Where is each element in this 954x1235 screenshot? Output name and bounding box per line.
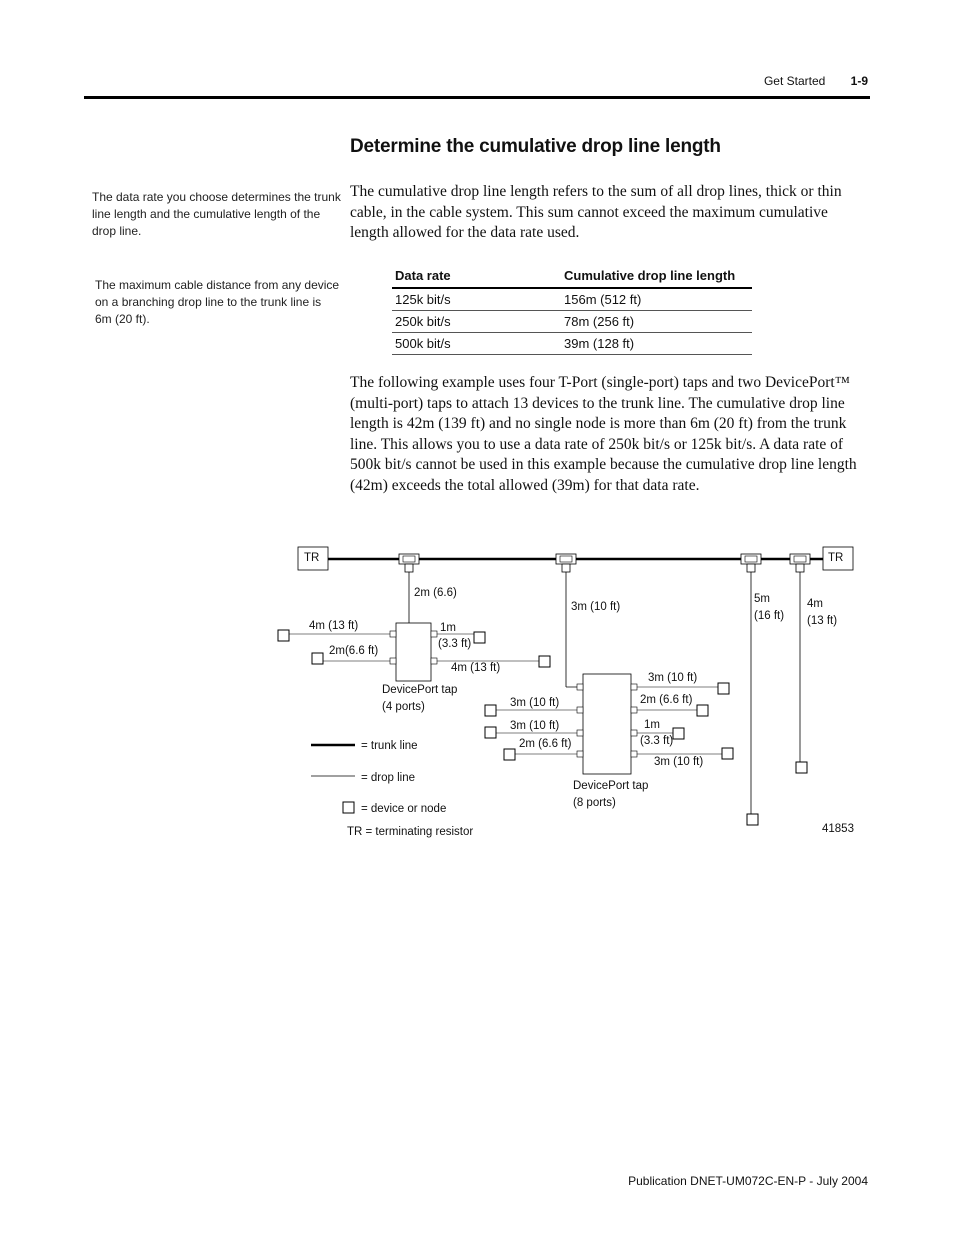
intro-paragraph: The cumulative drop line length refers to the sum of all drop lines, thick or thin cable, in the cable system. This sum cannot exceed the maximum cumulative length allowed for the data rate used.	[350, 183, 842, 241]
legend-device-label: = device or node	[361, 803, 447, 815]
table-cell: 250k bit/s	[392, 311, 561, 333]
example-paragraph: The following example uses four T-Port (single-port) taps and two DevicePort™ (multi-port) taps to attach 13 devices to the trunk line. The cumulative drop line length is 42m (139 ft) and no single node is more than 6m (20 ft) from the trunk line. This allows you to use a data rate of 250k bit/s or 125k bit/s. A data rate of 500k bit/s cannot be used in this example because the cumulative drop line length (42m) exceeds the total allowed (39m) for that data rate.	[350, 374, 857, 494]
drop1-label: 2m (6.6)	[414, 587, 457, 599]
legend-drop-label: = drop line	[361, 772, 416, 784]
tap-port	[577, 751, 583, 757]
figure-number: 41853	[822, 823, 854, 835]
device-node	[718, 683, 729, 694]
device-node	[722, 748, 733, 759]
drop3-label-b: (16 ft)	[754, 610, 785, 622]
tap-port	[431, 658, 437, 664]
tport-tap-4	[790, 554, 810, 572]
tap4-port2-label: 2m(6.6 ft)	[329, 645, 379, 657]
device-node	[697, 705, 708, 716]
table-cell: 125k bit/s	[392, 288, 561, 311]
device-node	[796, 762, 807, 773]
tap8-right3-label-b: (3.3 ft)	[640, 735, 674, 747]
page-number: 1-9	[850, 74, 868, 88]
side-note-max-distance: The maximum cable distance from any device on a branching drop line to the trunk line is 6m (20 ft).	[95, 278, 340, 326]
tap-port	[577, 684, 583, 690]
tap8-right2-label: 2m (6.6 ft)	[640, 694, 693, 706]
tap8-label-a: DevicePort tap	[573, 780, 649, 792]
column-header: Cumulative drop line length	[561, 264, 752, 288]
tr-left-label: TR	[304, 552, 320, 564]
table-cell: 500k bit/s	[392, 333, 561, 355]
column-header: Data rate	[392, 264, 561, 288]
tap8-label-b: (8 ports)	[573, 797, 616, 809]
tap-port	[577, 707, 583, 713]
deviceport-tap-8	[583, 674, 631, 774]
tap-port	[631, 751, 637, 757]
tap-port	[631, 684, 637, 690]
table-cell: 78m (256 ft)	[561, 311, 752, 333]
tr-right-label: TR	[828, 552, 844, 564]
tap-port	[631, 707, 637, 713]
device-node	[474, 632, 485, 643]
drop3-label-a: 5m	[754, 593, 770, 605]
tap-port	[631, 730, 637, 736]
tap-port	[390, 631, 396, 637]
device-node	[673, 728, 684, 739]
legend-device-swatch	[343, 802, 354, 813]
drop4-label-b: (13 ft)	[807, 615, 838, 627]
device-node	[278, 630, 289, 641]
tap4-port3-label-a: 1m	[440, 622, 456, 634]
side-note-data-rate: The data rate you choose determines the trunk line length and the cumulative length of the drop line.	[92, 190, 341, 238]
table-cell: 156m (512 ft)	[561, 288, 752, 311]
tap8-right3-label-a: 1m	[644, 719, 660, 731]
tap8-right4-label: 3m (10 ft)	[654, 756, 704, 768]
device-node	[312, 653, 323, 664]
tap-port	[431, 631, 437, 637]
device-node	[504, 749, 515, 760]
legend-tr-label: TR = terminating resistor	[347, 826, 474, 838]
tport-tap-3	[741, 554, 761, 572]
tport-tap-2	[556, 554, 576, 572]
tap8-left3-label: 2m (6.6 ft)	[519, 738, 572, 750]
tap-port	[577, 730, 583, 736]
publication-footer: Publication DNET-UM072C-EN-P - July 2004	[628, 1174, 868, 1188]
tap-port	[390, 658, 396, 664]
tap8-left1-label: 3m (10 ft)	[510, 697, 560, 709]
tap4-label-a: DevicePort tap	[382, 684, 458, 696]
tap4-port4-label: 4m (13 ft)	[451, 662, 501, 674]
drop2-label: 3m (10 ft)	[571, 601, 621, 613]
table-cell: 39m (128 ft)	[561, 333, 752, 355]
device-node	[747, 814, 758, 825]
legend-trunk-label: = trunk line	[361, 740, 418, 752]
tport-tap-1	[399, 554, 419, 572]
header-section: Get Started	[763, 74, 826, 88]
deviceport-tap-4	[396, 623, 431, 681]
section-title: Determine the cumulative drop line length	[350, 136, 721, 157]
device-node	[485, 727, 496, 738]
tap4-port1-label: 4m (13 ft)	[309, 620, 359, 632]
device-node	[539, 656, 550, 667]
tap4-label-b: (4 ports)	[382, 701, 425, 713]
tap8-left2-label: 3m (10 ft)	[510, 720, 560, 732]
drop4-label-a: 4m	[807, 598, 823, 610]
tap8-right1-label: 3m (10 ft)	[648, 672, 698, 684]
tap4-port3-label-b: (3.3 ft)	[438, 638, 472, 650]
device-node	[485, 705, 496, 716]
